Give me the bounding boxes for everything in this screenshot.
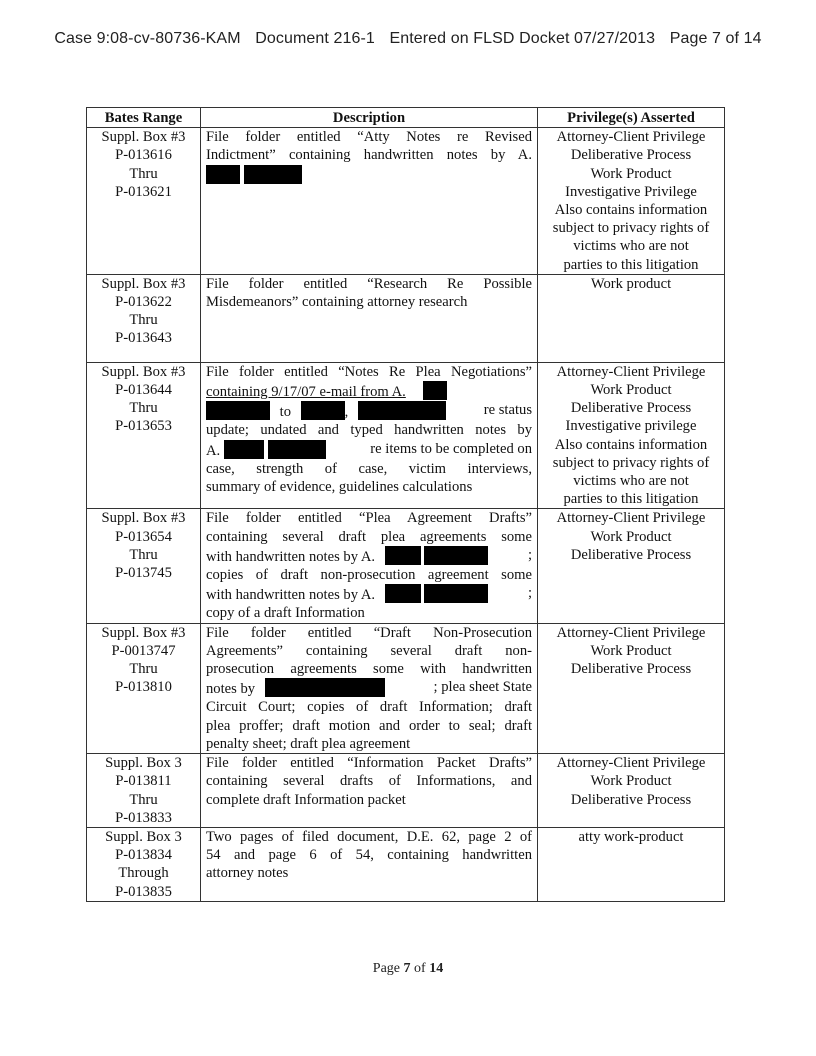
privilege-item: Work Product [590,773,672,790]
privileges-cell [538,827,725,901]
description-line: 54 and page 6 of 54, containing handwritten [206,847,532,864]
bates-start: P-013616 [115,147,172,164]
table-row [87,274,725,362]
privilege-item: Deliberative Process [570,147,692,164]
bates-box: Suppl. Box #3 [101,275,186,292]
redaction-bar [224,440,264,459]
privilege-item: Investigative privilege [565,418,697,435]
description-line: containing several draft plea agreements some [206,528,532,545]
privilege-item: Attorney-Client Privilege [556,755,706,772]
description-cell [201,754,538,828]
table-row [87,509,725,623]
redaction-bar [424,546,488,565]
privilege-item: Deliberative Process [570,546,692,563]
description-line: with handwritten notes by A. ; [206,585,532,604]
docket-entry: Entered on FLSD Docket 07/27/2013 [389,30,656,47]
privilege-item: Also contains information [554,202,708,219]
bates-box: Suppl. Box #3 [101,510,186,527]
privilege-item: Also contains information [554,436,708,453]
description-cell [201,362,538,509]
privilege-log-table [86,107,725,902]
bates-end: P-013810 [115,679,172,696]
redaction-bar [268,440,326,459]
column-header-privileges: Privilege(s) Asserted [538,108,725,128]
description-line: File folder entitled “Notes Re Plea Negotiations” [206,363,532,380]
privileges-cell [538,362,725,509]
redaction-bar [244,165,302,184]
bates-thru: Thru [129,312,158,329]
privilege-item: Deliberative Process [570,661,692,678]
privilege-item: atty work-product [578,828,684,845]
bates-start: P-013644 [115,382,172,399]
page-footer: Page 7 of 14 [372,961,444,976]
column-header-bates: Bates Range [87,108,201,128]
bates-box: Suppl. Box #3 [101,624,186,641]
table-row [87,827,725,901]
bates-thru: Thru [129,791,158,808]
description-line: plea proffer; draft motion and order to seal; draft [206,717,532,734]
description-line: Indictment” containing handwritten notes by A. [206,147,532,164]
description-line: summary of evidence, guidelines calculations [206,479,473,496]
bates-start: P-0013747 [111,642,176,659]
privilege-item: victims who are not [573,473,689,490]
bates-end: P-013621 [115,183,172,200]
privilege-item: Deliberative Process [570,400,692,417]
description-line: containing 9/17/07 e-mail from A. [206,381,532,401]
bates-start: P-013654 [115,528,172,545]
privilege-item: Work Product [590,528,672,545]
bates-range-cell [87,623,201,753]
description-line: with handwritten notes by A. ; [206,546,532,565]
table-row [87,128,725,275]
description-cell [201,509,538,623]
redaction-bar [423,381,447,400]
table-row [87,754,725,828]
description-line: copies of draft non-prosecution agreement some [206,567,532,584]
redaction-bar [265,678,385,697]
privileges-cell [538,754,725,828]
privilege-item: Investigative Privilege [565,183,697,200]
description-line: copy of a draft Information [206,605,365,622]
privilege-item: Work product [590,275,672,292]
bates-start: P-013834 [115,847,172,864]
description-line: case, strength of case, victim interviews, [206,460,532,477]
redaction-bar [358,401,446,420]
description-cell [201,827,538,901]
bates-end: P-013833 [115,809,172,826]
bates-range-cell [87,274,201,362]
bates-end: P-013745 [115,565,172,582]
bates-range-cell [87,754,201,828]
bates-box: Suppl. Box #3 [101,129,186,146]
bates-thru: Thru [129,661,158,678]
description-cell [201,128,538,275]
privilege-item: parties to this litigation [563,256,699,273]
description-line: Misdemeanors” containing attorney research [206,294,468,311]
privilege-item: parties to this litigation [563,491,699,508]
description-line: File folder entitled “Information Packet Drafts” [206,755,532,772]
redaction-bar [206,401,270,420]
description-line: Agreements” containing several draft non- [206,642,532,659]
description-cell [201,274,538,362]
bates-range-cell [87,362,201,509]
description-line: update; undated and typed handwritten notes by [206,422,532,439]
description-line: A. re items to be completed on [206,440,532,459]
privilege-item: subject to privacy rights of [552,454,710,471]
bates-range-cell [87,827,201,901]
description-line: Two pages of filed document, D.E. 62, page 2 of [206,828,532,845]
bates-thru: Thru [129,400,158,417]
privilege-item: Attorney-Client Privilege [556,624,706,641]
description-line: Circuit Court; copies of draft Information; draft [206,699,532,716]
privilege-item: subject to privacy rights of [552,220,710,237]
privileges-cell [538,509,725,623]
document-number: Document 216-1 [255,30,375,47]
bates-end: P-013653 [115,418,172,435]
description-line: notes by ; plea sheet State [206,679,532,698]
description-cell [201,623,538,753]
column-header-description: Description [201,108,538,128]
privileges-cell [538,128,725,275]
description-line: containing several drafts of Informations, and [206,773,532,790]
table-row [87,623,725,753]
privilege-item: Work Product [590,642,672,659]
bates-range-cell [87,128,201,275]
bates-thru: Thru [129,165,158,182]
footer-total-pages: 14 [429,961,444,976]
privilege-item: victims who are not [573,238,689,255]
description-line: complete draft Information packet [206,791,406,808]
description-line: to , re status [206,401,532,421]
footer-current-page: 7 [403,961,411,976]
bates-box: Suppl. Box 3 [105,755,182,772]
redaction-bar [385,546,421,565]
table-row [87,362,725,509]
bates-start: P-013622 [115,294,172,311]
bates-thru: Through [118,865,169,882]
bates-end: P-013643 [115,330,172,347]
header-page-number: Page 7 of 14 [669,30,762,47]
bates-box: Suppl. Box 3 [105,828,182,845]
description-line: prosecution agreements some with handwritten [206,661,532,678]
privilege-item: Attorney-Client Privilege [556,510,706,527]
bates-thru: Thru [129,546,158,563]
description-line: penalty sheet; draft plea agreement [206,735,411,752]
description-line: File folder entitled “Draft Non-Prosecution [206,624,532,641]
bates-box: Suppl. Box #3 [101,363,186,380]
privileges-cell [538,623,725,753]
redaction-bar [301,401,345,420]
privilege-item: Attorney-Client Privilege [556,363,706,380]
description-line: File folder entitled “Research Re Possible [206,275,532,292]
bates-end: P-013835 [115,883,172,900]
bates-start: P-013811 [115,773,172,790]
description-line: File folder entitled “Plea Agreement Drafts” [206,510,532,527]
redaction-bar [206,165,240,184]
privilege-item: Attorney-Client Privilege [556,129,706,146]
redaction-bar [385,584,421,603]
redaction-bar [424,584,488,603]
privilege-item: Work Product [590,382,672,399]
description-line: File folder entitled “Atty Notes re Revised [206,129,532,146]
bates-range-cell [87,509,201,623]
table-header-row [87,108,725,128]
privileges-cell [538,274,725,362]
docket-header [0,30,816,48]
description-line: attorney notes [206,865,289,882]
privilege-item: Deliberative Process [570,791,692,808]
privilege-item: Work Product [590,165,672,182]
redaction-line [206,165,532,185]
case-number: Case 9:08-cv-80736-KAM [54,30,241,47]
